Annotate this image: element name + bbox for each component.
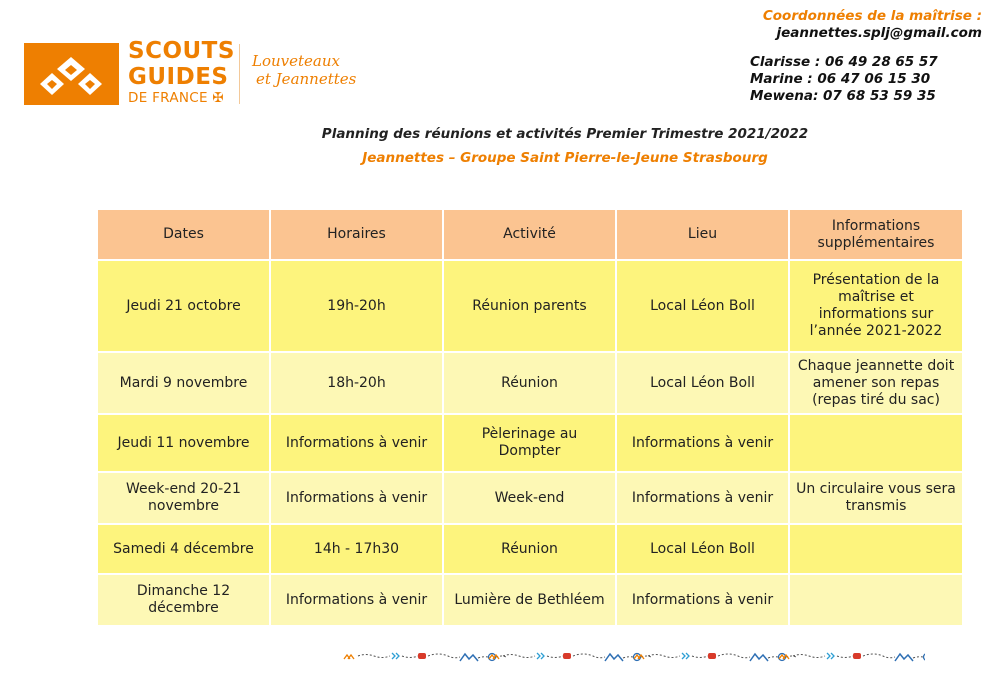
contact-phones [750,54,938,105]
planning-table [98,210,964,627]
cell-date: Dimanche 12 décembre [98,574,270,626]
cell-lieu: Local Léon Boll [616,260,789,352]
cell-horaires: 19h-20h [270,260,443,352]
branch-line-2: et Jeannettes [256,70,357,88]
table-row [98,414,963,472]
contact-heading: Coordonnées de la maîtrise : [762,8,982,24]
cell-date: Week-end 20-21 novembre [98,472,270,524]
cell-date: Mardi 9 novembre [98,352,270,414]
cell-lieu: Local Léon Boll [616,352,789,414]
table-row [98,574,963,626]
logo-line-3: DE FRANCE ✠ [128,90,225,106]
header-lieu: Lieu [616,210,789,260]
cell-informations: Chaque jeannette doit amener son repas (repas tiré du sac) [789,352,963,414]
scouts-guides-wordmark [128,40,235,106]
contact-block [763,8,982,42]
cell-horaires: 18h-20h [270,352,443,414]
cell-date: Samedi 4 décembre [98,524,270,574]
branch-line-1: Louveteaux [252,52,340,70]
table-row [98,472,963,524]
table-header-row [98,210,963,260]
document-subtitle: Jeannettes – Groupe Saint Pierre-le-Jeune Strasbourg [362,150,768,166]
cell-activite: Pèlerinage au Dompter [443,414,616,472]
table-row [98,260,963,352]
cell-lieu: Informations à venir [616,472,789,524]
table-row [98,352,963,414]
cell-informations: Présentation de la maîtrise et informations sur l’année 2021-2022 [789,260,963,352]
cell-horaires: Informations à venir [270,414,443,472]
cell-informations [789,414,963,472]
cell-horaires: Informations à venir [270,472,443,524]
cell-date: Jeudi 21 octobre [98,260,270,352]
cell-lieu: Informations à venir [616,414,789,472]
cell-date: Jeudi 11 novembre [98,414,270,472]
cell-lieu: Informations à venir [616,574,789,626]
header-informations: Informations supplémentaires [789,210,963,260]
header-dates: Dates [98,210,270,260]
cell-activite: Week-end [443,472,616,524]
contact-email: jeannettes.splj@gmail.com [776,25,982,41]
cell-activite: Réunion parents [443,260,616,352]
cell-informations [789,574,963,626]
phone-mewena: Mewena: 07 68 53 59 35 [750,88,936,104]
logo-line-2: GUIDES [128,64,229,90]
cell-informations [789,524,963,574]
document-titles [0,125,1000,167]
document-title: Planning des réunions et activités Premier Trimestre 2021/2022 [321,126,809,142]
scouts-guides-logo-mark [24,43,119,105]
cell-horaires: Informations à venir [270,574,443,626]
branch-name [252,52,356,88]
logo-line-1: SCOUTS [128,38,235,64]
decorative-frieze [340,645,925,667]
table-row [98,524,963,574]
cell-lieu: Local Léon Boll [616,524,789,574]
phone-clarisse: Clarisse : 06 49 28 65 57 [750,54,938,70]
cell-activite: Lumière de Bethléem [443,574,616,626]
cell-activite: Réunion [443,524,616,574]
cell-activite: Réunion [443,352,616,414]
logo-divider [239,44,240,104]
header-horaires: Horaires [270,210,443,260]
phone-marine: Marine : 06 47 06 15 30 [750,71,931,87]
cell-informations: Un circulaire vous sera transmis [789,472,963,524]
cell-horaires: 14h - 17h30 [270,524,443,574]
header-activite: Activité [443,210,616,260]
